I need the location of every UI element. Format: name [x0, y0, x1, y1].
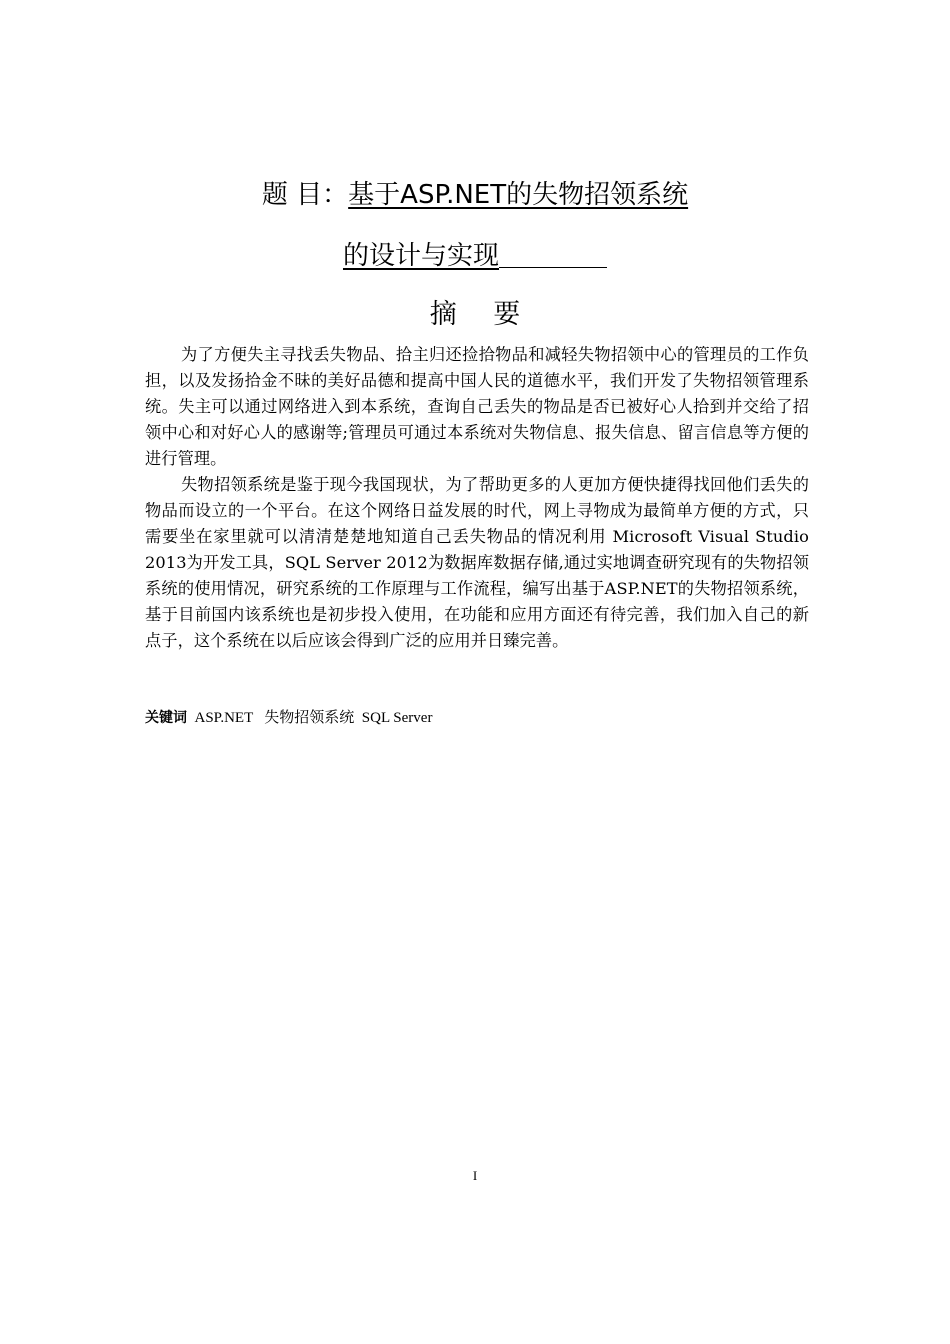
title-label: 题 目：: [261, 180, 349, 210]
title-line-1: [0, 178, 950, 212]
abstract-heading: 摘 要: [429, 299, 535, 330]
title-line-2: [0, 239, 950, 273]
page-number: I: [472, 1168, 478, 1183]
keywords-label: 关键词: [145, 710, 187, 726]
title-text-line-2: 的设计与实现: [342, 241, 499, 271]
abstract-paragraph-1: 为了方便失主寻找丢失物品、拾主归还捡拾物品和减轻失物招领中心的管理员的工作负担，以及发扬拾金不昧的美好品德和提高中国人民的道德水平，我们开发了失物招领管理系统。失主可以通过网络进入到本系统，查询自己丢失的物品是否已被好心人拾到并交给了招领中心和对好心人的感谢等;管理员可通过本系统对失物信息、报失信息、留言信息等方便的进行管理。: [145, 345, 809, 468]
keyword-item: ASP.NET: [194, 710, 253, 726]
abstract-paragraph-2: 失物招领系统是鉴于现今我国现状，为了帮助更多的人更加方便快捷得找回他们丢失的物品而设立的一个平台。在这个网络日益发展的时代，网上寻物成为最简单方便的方式，只需要坐在家里就可以清清楚楚地知道自己丢失物品的情况利用 Microsoft Visual Studio 2013为开发工具，SQL Server 2012为数据库数据存储,通过实地调查研究现有的失物招领系统的使用情况，研究系统的工作原理与工作流程，编写出基于ASP.NET的失物招领系统，基于目前国内该系统也是初步投入使用，在功能和应用方面还有待完善，我们加入自己的新点子，这个系统在以后应该会得到广泛的应用并日臻完善。: [145, 475, 809, 650]
keyword-item: SQL Server: [361, 710, 433, 726]
keyword-item: 失物招领系统: [264, 710, 355, 726]
title-blank-underline: [499, 239, 607, 268]
keywords-line: [145, 707, 432, 729]
title-text-line-1: 基于ASP.NET的失物招领系统: [348, 180, 689, 210]
